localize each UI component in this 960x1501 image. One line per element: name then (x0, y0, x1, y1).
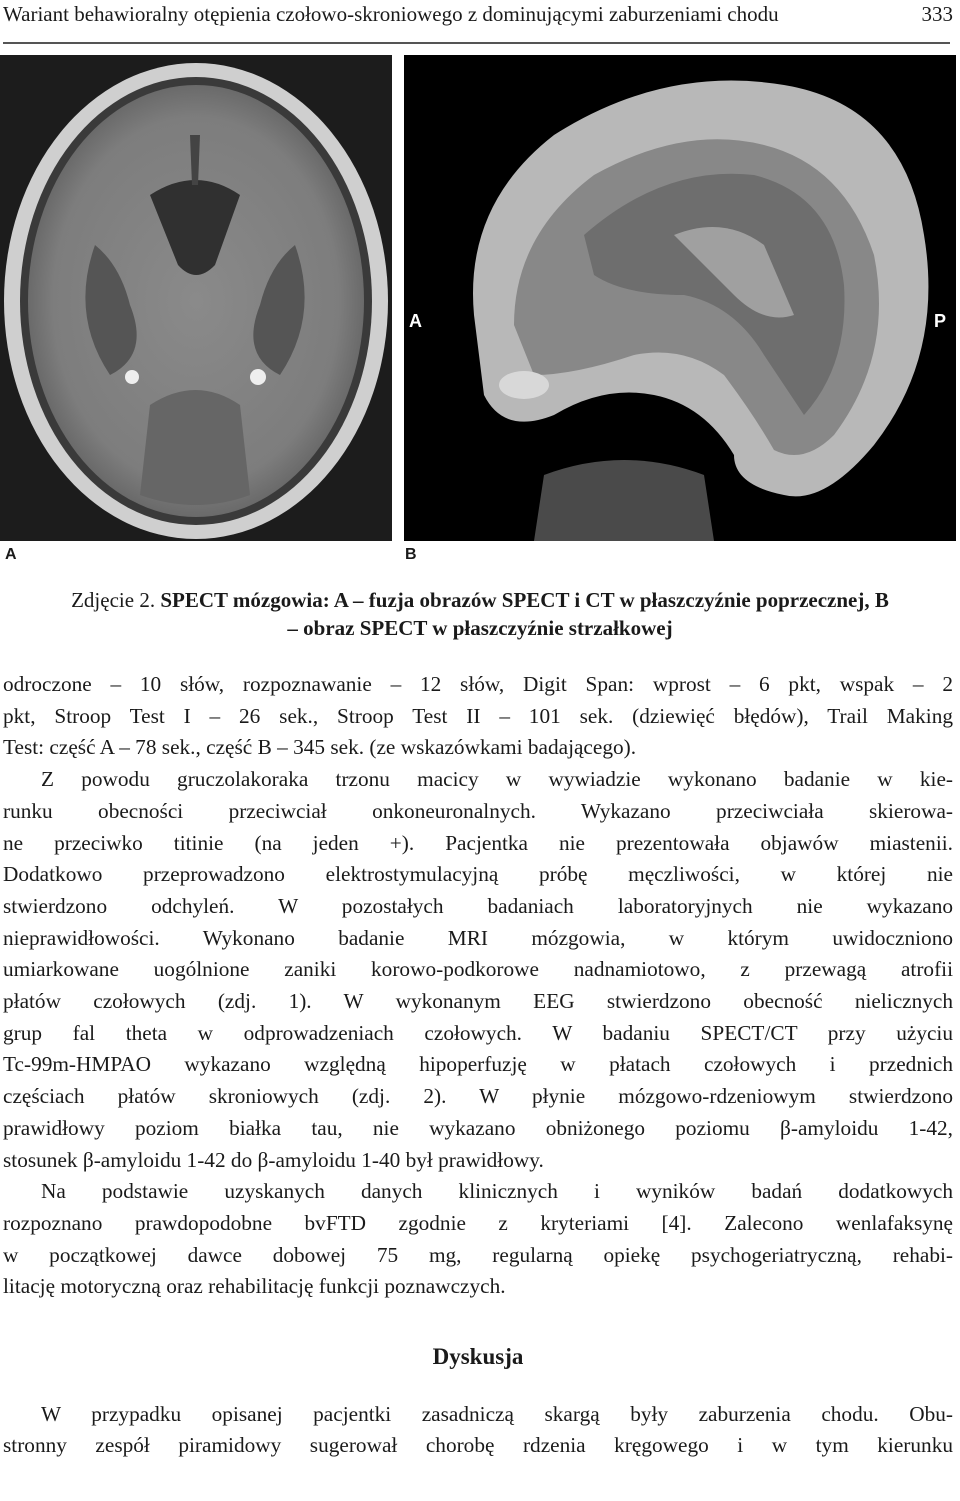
caption-line-1: SPECT mózgowia: A – fuzja obrazów SPECT i CT w płaszczyźnie poprzecznej, B (160, 588, 889, 612)
spect-sagittal-image (404, 55, 956, 541)
text-line: płatów czołowych (zdj. 1). W wykonanym EEG stwierdzono obecność nielicznych (3, 989, 953, 1014)
text-line: Tc-99m-HMPAO wykazano względną hipoperfuzję w płatach czołowych i przednich (3, 1052, 953, 1077)
panel-b-label: B (405, 546, 417, 563)
body-text (3, 669, 953, 1462)
section-heading: Dyskusja (432, 1344, 524, 1370)
caption-line-2: – obraz SPECT w płaszczyźnie strzałkowej (287, 616, 673, 640)
text-line: rozpoznano prawdopodobne bvFTD zgodnie z kryteriami [4]. Zalecono wenlafaksynę (3, 1210, 953, 1235)
text-line: litację motoryczną oraz rehabilitację funkcji poznawczych. (3, 1274, 506, 1299)
text-line: pkt, Stroop Test I – 26 sek., Stroop Test II – 101 sek. (dziewięć błędów), Trail Making (3, 703, 953, 728)
text-line: umiarkowane uogólnione zaniki korowo-podkorowe nadnamiotowo, z przewagą atrofii (3, 957, 953, 982)
header-rule (3, 42, 950, 44)
panel-a-label: A (5, 546, 17, 563)
text-line: runku obecności przeciwciał onkoneuronalnych. Wykazano przeciwciała skierowa- (3, 798, 953, 823)
text-line: W przypadku opisanej pacjentki zasadniczą skargą były zaburzenia chodu. Obu- (41, 1401, 953, 1426)
text-line: częściach płatów skroniowych (zdj. 2). W płynie mózgowo-rdzeniowym stwierdzono (3, 1084, 953, 1109)
caption-prefix: Zdjęcie 2. (71, 588, 156, 612)
figure-caption (0, 586, 960, 642)
text-line: Na podstawie uzyskanych danych klinicznych i wyników badań dodatkowych (41, 1179, 953, 1204)
ct-spect-fusion-image (0, 55, 392, 541)
text-line: stosunek β-amyloidu 1-42 do β-amyloidu 1-40 był prawidłowy. (3, 1147, 544, 1172)
page-number: 333 (921, 2, 953, 26)
text-line: odroczone – 10 słów, rozpoznawanie – 12 słów, Digit Span: wprost – 6 pkt, wspak – 2 (3, 672, 953, 696)
text-line: Dodatkowo przeprowadzono elektrostymulacyjną próbę męczliwości, w której nie (3, 862, 953, 887)
text-line: ne przeciwko titinie (na jeden +). Pacjentka nie prezentowała objawów miastenii. (3, 830, 953, 855)
posterior-label: P (934, 311, 947, 331)
text-line: Z powodu gruczolakoraka trzonu macicy w wywiadzie wykonano badanie w kie- (41, 767, 953, 792)
text-line: prawidłowy poziom białka tau, nie wykazano obniżonego poziomu β-amyloidu 1-42, (3, 1115, 953, 1140)
text-line: w początkowej dawce dobowej 75 mg, regularną opiekę psychogeriatryczną, rehabi- (3, 1242, 953, 1267)
running-header (3, 2, 953, 27)
anterior-label: A (409, 311, 422, 331)
text-line: stwierdzono odchyleń. W pozostałych badaniach laboratoryjnych nie wykazano (3, 893, 953, 918)
text-line: Test: część A – 78 sek., część B – 345 sek. (ze wskazówkami badającego). (3, 735, 637, 760)
running-title: Wariant behawioralny otępienia czołowo-skroniowego z dominującymi zaburzeniami chodu (3, 2, 779, 26)
text-line: stronny zespół piramidowy sugerował chorobę rdzenia kręgowego i w tym kierunku (3, 1433, 953, 1458)
text-line: nieprawidłowości. Wykonano badanie MRI mózgowia, w którym uwidoczniono (3, 925, 953, 950)
text-line: grup fal theta w odprowadzeniach czołowych. W badaniu SPECT/CT przy użyciu (3, 1020, 953, 1045)
